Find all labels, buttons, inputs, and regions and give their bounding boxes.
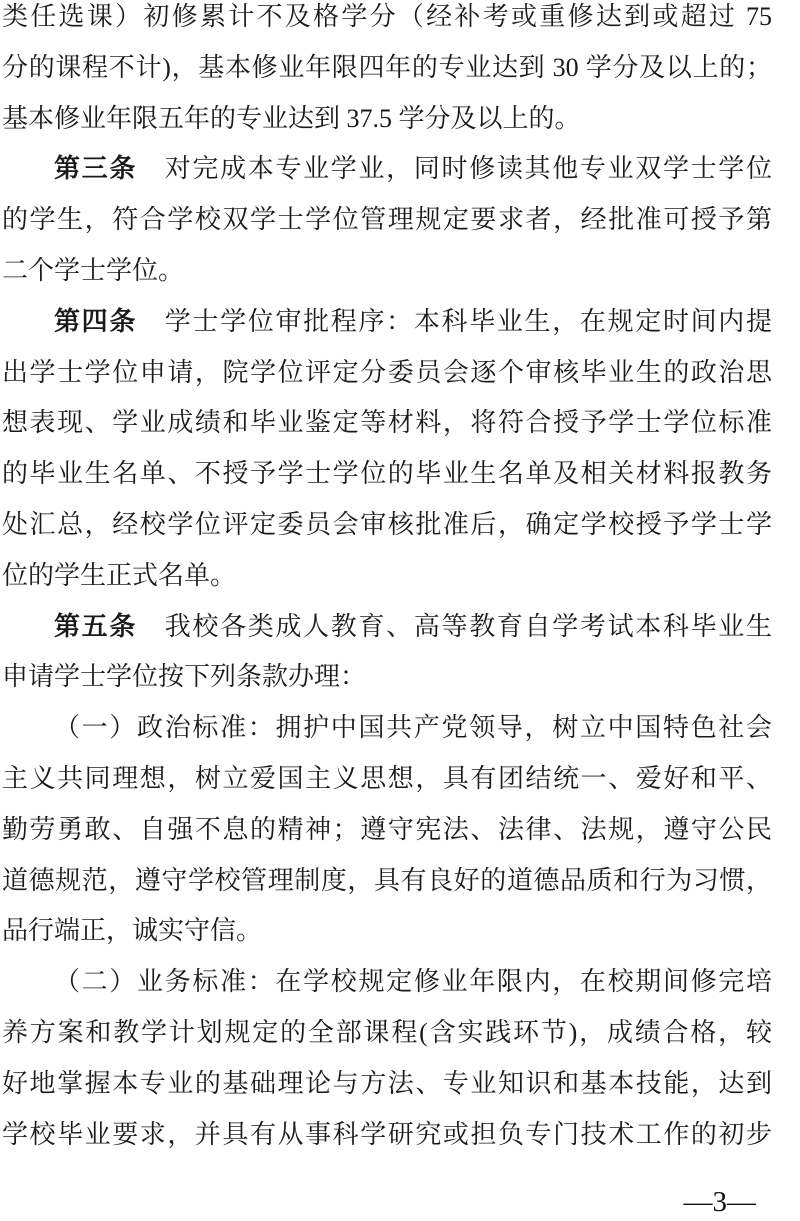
text-line	[2, 602, 772, 653]
text-line: （一）政治标准：拥护中国共产党领导，树立中国特色社会	[54, 713, 772, 743]
text-line: 基本修业年限五年的专业达到 37.5 学分及以上的。	[2, 103, 581, 133]
text-line: 道德规范，遵守学校管理制度，具有良好的道德品质和行为习惯，	[2, 865, 772, 895]
paragraph	[2, 957, 772, 1160]
article-number: 第三条	[54, 154, 138, 184]
text-line: 位的学生正式名单。	[2, 560, 237, 590]
text-line: 二个学士学位。	[2, 255, 185, 285]
text-line: 的毕业生名单、不授予学士学位的毕业生名单及相关材料报教务	[2, 459, 772, 489]
article-number: 第五条	[54, 611, 138, 641]
page-number: —3—	[683, 1186, 756, 1218]
text-line: 想表现、学业成绩和毕业鉴定等材料，将符合授予学士学位标准	[2, 408, 772, 438]
text-line	[2, 144, 772, 195]
paragraph-text: 我校各类成人教育、高等教育自学考试本科毕业生	[137, 611, 772, 641]
text-line: 申请学士学位按下列条款办理：	[2, 662, 367, 692]
text-line: 养方案和教学计划规定的全部课程(含实践环节)，成绩合格，较	[2, 1017, 772, 1047]
paragraph	[2, 297, 772, 602]
article-number: 第四条	[54, 306, 138, 336]
text-line: 处汇总，经校学位评定委员会审核批准后，确定学校授予学士学	[2, 509, 772, 539]
paragraph	[2, 144, 772, 296]
paragraph	[2, 703, 772, 957]
text-line: 勤劳勇敢、自强不息的精神；遵守宪法、法律、法规，遵守公民	[2, 814, 772, 844]
text-line: 的学生，符合学校双学士学位管理规定要求者，经批准可授予第	[2, 205, 772, 235]
text-line: 出学士学位申请，院学位评定分委员会逐个审核毕业生的政治思	[2, 357, 772, 387]
paragraph	[2, 602, 772, 704]
text-line: 学校毕业要求，并具有从事科学研究或担负专门技术工作的初步	[2, 1119, 772, 1149]
text-line: 类任选课）初修累计不及格学分（经补考或重修达到或超过 75	[2, 2, 772, 31]
text-line	[2, 297, 772, 348]
paragraph-text: 对完成本专业学业，同时修读其他专业双学士学位	[137, 154, 772, 184]
text-line: （二）业务标准：在学校规定修业年限内，在校期间修完培	[54, 967, 772, 997]
text-line: 好地掌握本专业的基础理论与方法、专业知识和基本技能，达到	[2, 1068, 772, 1098]
paragraph-text: 学士学位审批程序：本科毕业生，在规定时间内提	[137, 306, 772, 336]
paragraph	[2, 0, 772, 144]
text-line: 主义共同理想，树立爱国主义思想，具有团结统一、爱好和平、	[2, 763, 772, 793]
text-line: 品行端正，诚实守信。	[2, 916, 263, 946]
text-line: 分的课程不计)，基本修业年限四年的专业达到 30 学分及以上的；	[2, 52, 772, 82]
